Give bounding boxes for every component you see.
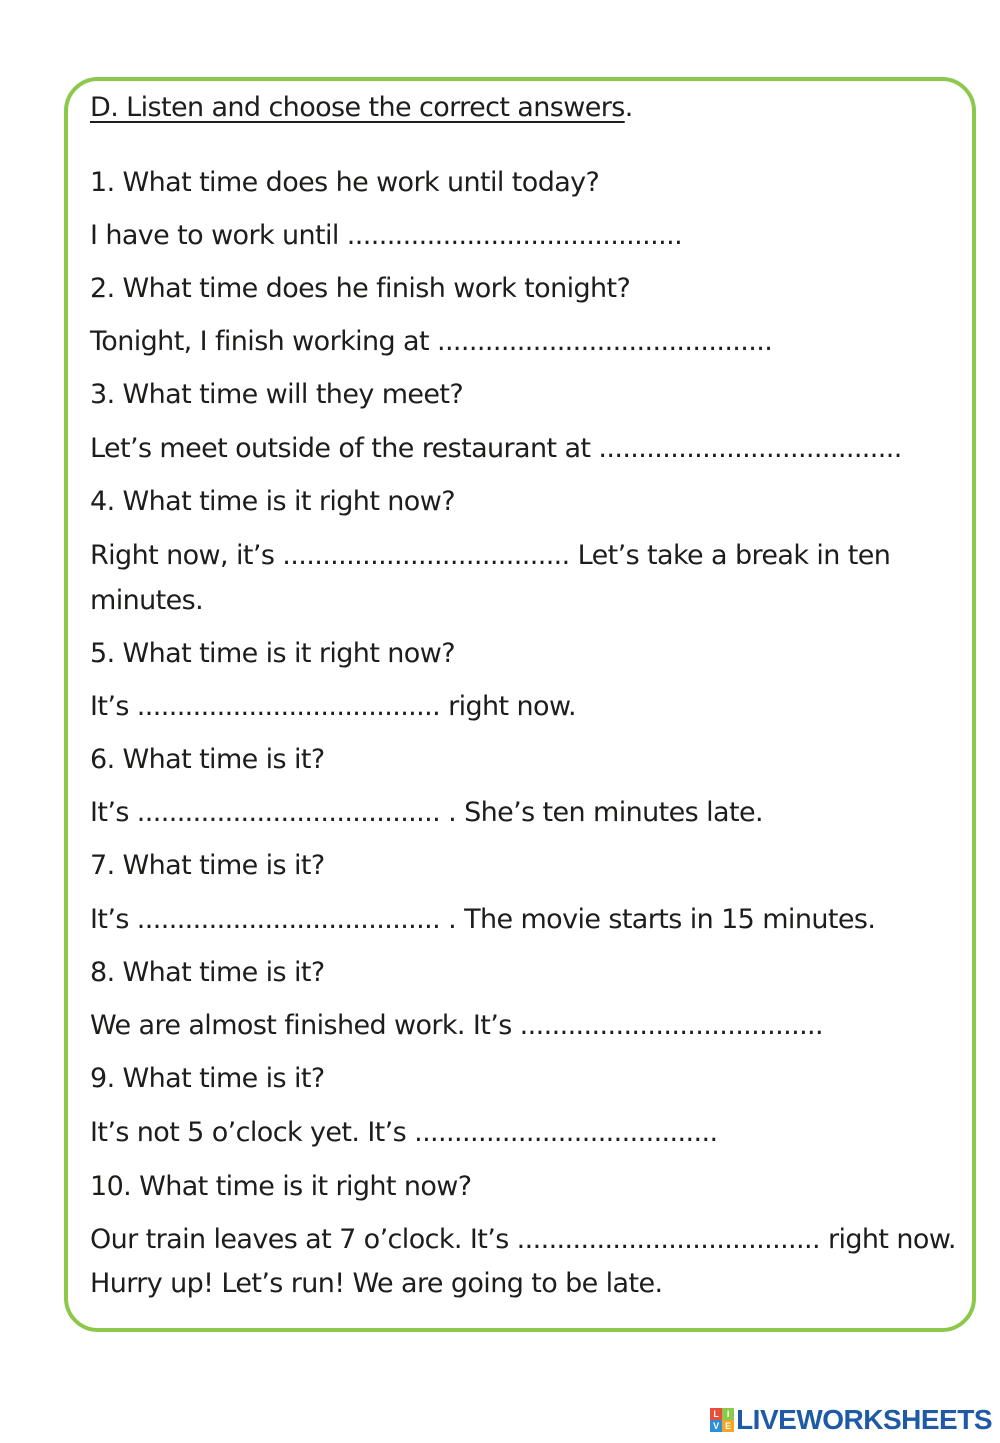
answer-line-1: I have to work until .......................................... [90, 220, 683, 251]
question-10: 10. What time is it right now? [90, 1171, 472, 1202]
question-7: 7. What time is it? [90, 850, 325, 881]
question-2: 2. What time does he finish work tonight? [90, 273, 631, 304]
question-8: 8. What time is it? [90, 957, 325, 988]
answer-line-4-cont: minutes. [90, 585, 204, 616]
liveworksheets-logo [710, 1403, 992, 1437]
answer-line-10: Our train leaves at 7 o’clock. It’s ...................................... right now. [90, 1224, 956, 1255]
question-6: 6. What time is it? [90, 744, 325, 775]
answer-line-3: Let’s meet outside of the restaurant at ...................................... [90, 433, 902, 464]
liveworksheets-logo-text: LIVEWORKSHEETS [736, 1404, 992, 1435]
liveworksheets-logo-icon [710, 1408, 734, 1432]
question-4: 4. What time is it right now? [90, 486, 455, 517]
logo-letter-v: V [710, 1420, 722, 1432]
answer-line-7: It’s ...................................... . The movie starts in 15 minutes. [90, 904, 876, 935]
answer-line-4: Right now, it’s .................................... Let’s take a break in ten [90, 540, 891, 571]
question-1: 1. What time does he work until today? [90, 167, 600, 198]
question-3: 3. What time will they meet? [90, 379, 464, 410]
section-title-period: . [624, 92, 633, 123]
logo-letter-i: I [722, 1408, 734, 1420]
answer-line-10-cont: Hurry up! Let’s run! We are going to be late. [90, 1268, 663, 1299]
answer-line-8: We are almost finished work. It’s ...................................... [90, 1010, 824, 1041]
section-title-text: D. Listen and choose the correct answers [90, 92, 625, 123]
question-9: 9. What time is it? [90, 1063, 325, 1094]
logo-letter-e: E [722, 1420, 734, 1432]
answer-line-9: It’s not 5 o’clock yet. It’s ...................................... [90, 1117, 718, 1148]
question-5: 5. What time is it right now? [90, 638, 455, 669]
section-title [90, 88, 633, 128]
answer-line-2: Tonight, I finish working at .......................................... [90, 326, 773, 357]
answer-line-6: It’s ...................................... . She’s ten minutes late. [90, 797, 763, 828]
logo-letter-l: L [710, 1408, 722, 1420]
answer-line-5: It’s ...................................... right now. [90, 691, 576, 722]
